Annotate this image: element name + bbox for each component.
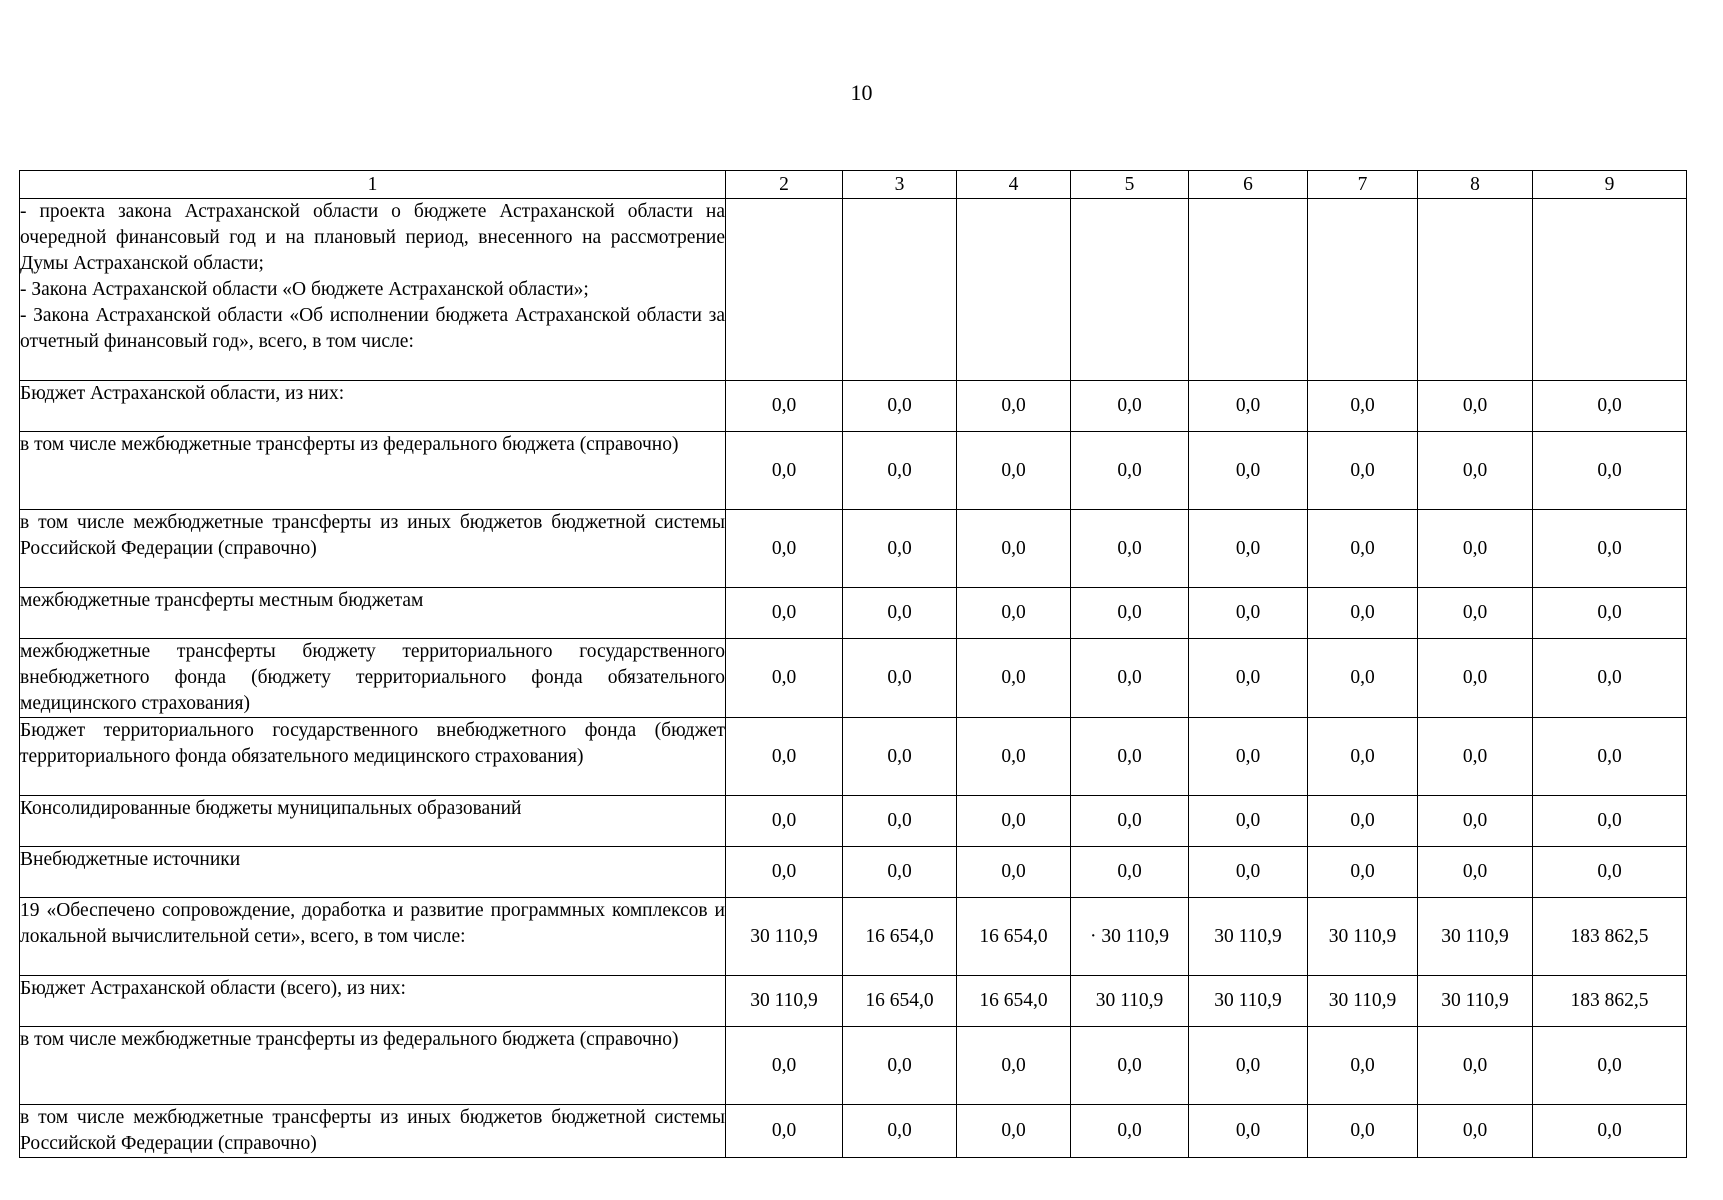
- row-label: [20, 847, 726, 898]
- value-cell: 0,0: [726, 588, 843, 639]
- value-cell: 0,0: [1533, 1027, 1687, 1105]
- value-cell: 0,0: [1533, 510, 1687, 588]
- value-cell: 16 654,0: [843, 976, 957, 1027]
- value-cell: 0,0: [1189, 1105, 1308, 1158]
- table-row: [20, 510, 1687, 588]
- value-cell: 0,0: [1418, 510, 1533, 588]
- table-row: [20, 432, 1687, 510]
- value-cell: 0,0: [1533, 588, 1687, 639]
- value-cell: 0,0: [1418, 639, 1533, 718]
- row-label-line: - Закона Астраханской области «Об исполнении бюджета Астраханской области за отчетный финансовый год», всего, в том числе:: [20, 305, 725, 352]
- row-label: [20, 1027, 726, 1105]
- value-cell: 0,0: [957, 1027, 1071, 1105]
- value-cell: 0,0: [1189, 639, 1308, 718]
- value-cell: [1308, 199, 1418, 381]
- value-cell: 0,0: [843, 510, 957, 588]
- row-label-line: 19 «Обеспечено сопровождение, доработка и развитие программных комплексов и локальной вычислительной сети», всего, в том числе:: [20, 900, 725, 947]
- row-label-line: Бюджет Астраханской области (всего), из них:: [20, 978, 406, 999]
- value-cell: 0,0: [1308, 510, 1418, 588]
- value-cell: 30 110,9: [1189, 898, 1308, 976]
- value-cell: 0,0: [843, 639, 957, 718]
- value-cell: 0,0: [1071, 718, 1189, 796]
- table-row: [20, 639, 1687, 718]
- value-cell: 183 862,5: [1533, 976, 1687, 1027]
- value-cell: 0,0: [843, 381, 957, 432]
- value-cell: 0,0: [1071, 510, 1189, 588]
- row-label: [20, 588, 726, 639]
- value-cell: 0,0: [1071, 432, 1189, 510]
- value-cell: 0,0: [726, 639, 843, 718]
- row-label-line: - проекта закона Астраханской области о бюджете Астраханской области на очередной финансовый год и на плановый период, внесенного на рассмотрение Думы Астраханской области;: [20, 201, 725, 274]
- value-cell: 0,0: [843, 847, 957, 898]
- table-row: [20, 199, 1687, 381]
- value-cell: [1071, 199, 1189, 381]
- value-cell: 0,0: [726, 510, 843, 588]
- row-label-line: Консолидированные бюджеты муниципальных образований: [20, 798, 522, 819]
- value-cell: 30 110,9: [1418, 898, 1533, 976]
- value-cell: 0,0: [1071, 796, 1189, 847]
- value-cell: 0,0: [1071, 588, 1189, 639]
- value-cell: 0,0: [957, 847, 1071, 898]
- table-row: [20, 1027, 1687, 1105]
- value-cell: 0,0: [957, 718, 1071, 796]
- row-label: [20, 510, 726, 588]
- value-cell: 0,0: [1308, 639, 1418, 718]
- value-cell: 0,0: [1308, 1105, 1418, 1158]
- row-label-line: в том числе межбюджетные трансферты из иных бюджетов бюджетной системы Российской Федерации (справочно): [20, 512, 725, 559]
- value-cell: 0,0: [1533, 847, 1687, 898]
- value-cell: 0,0: [1418, 718, 1533, 796]
- row-label: [20, 898, 726, 976]
- value-cell: 0,0: [726, 1027, 843, 1105]
- value-cell: 0,0: [1418, 796, 1533, 847]
- table-row: [20, 718, 1687, 796]
- value-cell: 30 110,9: [1418, 976, 1533, 1027]
- column-header: 1: [20, 171, 726, 199]
- value-cell: 0,0: [957, 639, 1071, 718]
- column-header: 9: [1533, 171, 1687, 199]
- column-numbers-row: [20, 171, 1687, 199]
- value-cell: 0,0: [1418, 381, 1533, 432]
- value-cell: 0,0: [1308, 718, 1418, 796]
- value-cell: [843, 199, 957, 381]
- column-header: 2: [726, 171, 843, 199]
- value-cell: 0,0: [1533, 381, 1687, 432]
- value-cell: 0,0: [843, 588, 957, 639]
- value-cell: 0,0: [726, 381, 843, 432]
- row-label-line: межбюджетные трансферты местным бюджетам: [20, 590, 424, 611]
- value-cell: [1533, 199, 1687, 381]
- column-header: 8: [1418, 171, 1533, 199]
- value-cell: 0,0: [726, 1105, 843, 1158]
- value-cell: 0,0: [1189, 588, 1308, 639]
- value-cell: 0,0: [1189, 381, 1308, 432]
- column-header: 4: [957, 171, 1071, 199]
- value-cell: 30 110,9: [1308, 976, 1418, 1027]
- value-cell: 30 110,9: [1308, 898, 1418, 976]
- row-label: [20, 796, 726, 847]
- value-cell: 0,0: [1071, 381, 1189, 432]
- value-cell: [726, 199, 843, 381]
- value-cell: 0,0: [1308, 432, 1418, 510]
- value-cell: 0,0: [957, 381, 1071, 432]
- row-label-line: в том числе межбюджетные трансферты из иных бюджетов бюджетной системы Российской Федерации (справочно): [20, 1107, 725, 1154]
- value-cell: 0,0: [1533, 639, 1687, 718]
- value-cell: 0,0: [957, 796, 1071, 847]
- value-cell: 0,0: [843, 432, 957, 510]
- value-cell: 0,0: [1071, 1027, 1189, 1105]
- row-label: [20, 1105, 726, 1158]
- column-header: 3: [843, 171, 957, 199]
- table-row: [20, 588, 1687, 639]
- table-row: [20, 847, 1687, 898]
- value-cell: 0,0: [1533, 796, 1687, 847]
- row-label: [20, 432, 726, 510]
- table-row: [20, 976, 1687, 1027]
- value-cell: 16 654,0: [957, 976, 1071, 1027]
- value-cell: 0,0: [1418, 1105, 1533, 1158]
- page-number: 10: [850, 80, 873, 105]
- value-cell: 0,0: [957, 432, 1071, 510]
- column-header: 7: [1308, 171, 1418, 199]
- value-cell: 0,0: [1533, 1105, 1687, 1158]
- value-cell: 0,0: [1418, 588, 1533, 639]
- row-label-line: - Закона Астраханской области «О бюджете Астраханской области»;: [20, 279, 589, 300]
- value-cell: 0,0: [1189, 432, 1308, 510]
- row-label-line: Внебюджетные источники: [20, 849, 241, 870]
- row-label-line: Бюджет территориального государственного внебюджетного фонда (бюджет территориального фонда обязательного медицинского страхования): [20, 720, 725, 767]
- row-label-line: Бюджет Астраханской области, из них:: [20, 383, 345, 404]
- row-label: [20, 639, 726, 718]
- value-cell: 16 654,0: [843, 898, 957, 976]
- table-row: [20, 381, 1687, 432]
- table-row: [20, 796, 1687, 847]
- value-cell: 0,0: [1189, 510, 1308, 588]
- value-cell: 0,0: [1071, 1105, 1189, 1158]
- value-cell: 0,0: [1533, 718, 1687, 796]
- value-cell: 16 654,0: [957, 898, 1071, 976]
- value-cell: 0,0: [726, 718, 843, 796]
- row-label: [20, 718, 726, 796]
- value-cell: 0,0: [1189, 718, 1308, 796]
- value-cell: 30 110,9: [726, 976, 843, 1027]
- value-cell: 0,0: [1071, 639, 1189, 718]
- value-cell: 0,0: [843, 718, 957, 796]
- value-cell: · 30 110,9: [1071, 898, 1189, 976]
- value-cell: 0,0: [843, 1105, 957, 1158]
- value-cell: 0,0: [1308, 796, 1418, 847]
- value-cell: 30 110,9: [726, 898, 843, 976]
- value-cell: 0,0: [1418, 432, 1533, 510]
- table-row: [20, 1105, 1687, 1158]
- value-cell: 30 110,9: [1071, 976, 1189, 1027]
- table-row: [20, 898, 1687, 976]
- value-cell: 30 110,9: [1189, 976, 1308, 1027]
- value-cell: 0,0: [726, 847, 843, 898]
- row-label: [20, 381, 726, 432]
- row-label: [20, 199, 726, 381]
- value-cell: 0,0: [1533, 432, 1687, 510]
- value-cell: 0,0: [726, 432, 843, 510]
- row-label-line: в том числе межбюджетные трансферты из федерального бюджета (справочно): [20, 1029, 679, 1050]
- column-header: 5: [1071, 171, 1189, 199]
- value-cell: 183 862,5: [1533, 898, 1687, 976]
- value-cell: 0,0: [957, 1105, 1071, 1158]
- value-cell: 0,0: [1189, 847, 1308, 898]
- row-label: [20, 976, 726, 1027]
- value-cell: 0,0: [1071, 847, 1189, 898]
- value-cell: [1189, 199, 1308, 381]
- value-cell: 0,0: [1308, 847, 1418, 898]
- value-cell: 0,0: [1189, 796, 1308, 847]
- column-header: 6: [1189, 171, 1308, 199]
- value-cell: 0,0: [843, 1027, 957, 1105]
- value-cell: 0,0: [1418, 1027, 1533, 1105]
- value-cell: 0,0: [1308, 588, 1418, 639]
- value-cell: 0,0: [843, 796, 957, 847]
- value-cell: 0,0: [1308, 1027, 1418, 1105]
- value-cell: 0,0: [726, 796, 843, 847]
- row-label-line: в том числе межбюджетные трансферты из федерального бюджета (справочно): [20, 434, 679, 455]
- value-cell: [1418, 199, 1533, 381]
- value-cell: 0,0: [1418, 847, 1533, 898]
- value-cell: 0,0: [957, 510, 1071, 588]
- value-cell: [957, 199, 1071, 381]
- value-cell: 0,0: [957, 588, 1071, 639]
- value-cell: 0,0: [1189, 1027, 1308, 1105]
- budget-table: [19, 170, 1687, 1158]
- row-label-line: межбюджетные трансферты бюджету территориального государственного внебюджетного фонда (бюджету территориального фонда обязательного медицинского страхования): [20, 641, 725, 714]
- value-cell: 0,0: [1308, 381, 1418, 432]
